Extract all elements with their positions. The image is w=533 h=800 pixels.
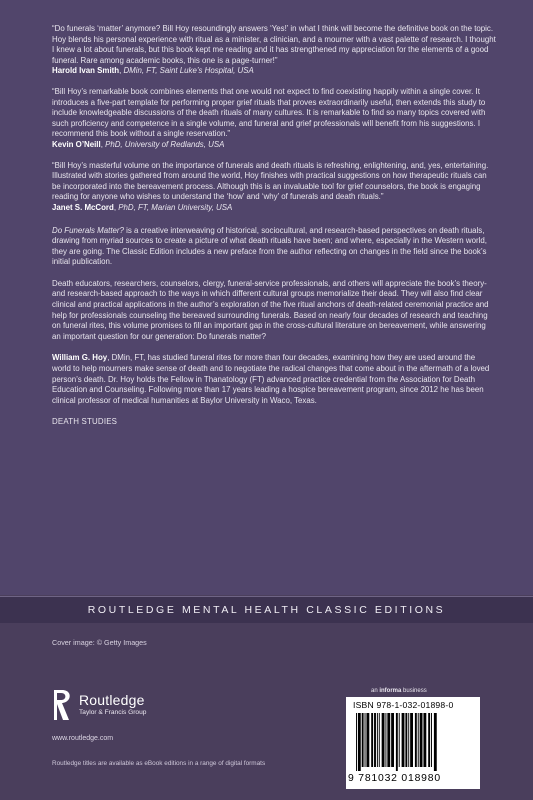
barcode-bar [374, 713, 376, 767]
publisher-name: Routledge [79, 692, 145, 708]
barcode-bar [399, 713, 400, 767]
barcode-bar [428, 713, 430, 767]
barcode-bar [365, 713, 366, 767]
informa-business-tag [371, 688, 427, 694]
barcode-bar [410, 713, 413, 767]
barcode-bar [379, 713, 380, 767]
series-band [0, 596, 533, 624]
publisher-website: www.routledge.com [52, 735, 114, 742]
barcode-bar [362, 713, 364, 767]
barcode-bar [366, 713, 369, 767]
endorsement-text: “Bill Hoy’s masterful volume on the importance of funerals and death rituals is refreshing, enlightening, and, yes, entertaining. Illustrated with stories gathered from around the world, Hoy finishes with practical suggestions on how therapeutic rituals can be incorporated into the bereavement process. Although this is an invaluable tool for grief counselors, the book is engaging reading for anyone who wishes to understand the ‘how’ and ‘why’ of funerals and death rituals.” [52, 160, 489, 202]
isbn-barcode-box [346, 697, 480, 789]
barcode-bar [385, 713, 386, 767]
barcode-bar [396, 713, 398, 771]
barcode-bar [387, 713, 390, 767]
barcode-bar [420, 713, 423, 767]
barcode-bar [358, 713, 361, 771]
informa-suffix: business [401, 688, 427, 694]
barcode-bar [408, 713, 409, 767]
author-bio-text: , DMin, FT, has studied funeral rites for more than four decades, examining how they are used around the world to help mourners make sense of death and to negotiate the radical changes that come about in the aftermath of a loved person’s death. Dr. Hoy holds the Fellow in Thanatology (FT) advanced practice credential from the Association for Death Education and Counseling. Following more than 17 years leading a hospice bereavement program, since 2012 he has been clinical professor of medical humanities at Baylor University in Waco, Texas. [52, 353, 490, 405]
informa-prefix: an [371, 688, 380, 694]
endorsement-text: “Do funerals ‘matter’ anymore? Bill Hoy resoundingly answers ‘Yes!’ in what I think will become the definitive book on the topic. Hoy blends his personal experience with ritual as a minister, a clinician, and a mourner with a vast palette of research. I thought I knew a lot about funerals, but this book kept me reading and it has strengthened my appreciation for the elements of a good funeral. Rare among academic books, this one is a page-turner!” [52, 24, 496, 65]
barcode-bar [382, 713, 385, 767]
barcode-bar [356, 713, 357, 771]
endorsement-attribution: Kevin O’Neill, PhD, University of Redlands, USA [52, 139, 225, 149]
endorsement-attribution: Harold Ivan Smith, DMin, FT, Saint Luke’s Hospital, USA [52, 66, 254, 76]
ebook-note: Routledge titles are available as eBook editions in a range of digital formats [52, 760, 266, 767]
barcode-bar [431, 713, 432, 767]
author-bio [52, 353, 496, 406]
endorser-affiliation: PhD, University of Redlands, USA [105, 139, 225, 149]
endorsement-attribution: Janet S. McCord, PhD, FT, Marian University, USA [52, 202, 233, 212]
endorsement-2 [52, 87, 496, 151]
barcode-bar [415, 713, 417, 767]
endorsement-text: “Bill Hoy’s remarkable book combines elements that one would not expect to find coexisting happily within a single cover. It introduces a five-part template for performing proper grief rituals that proves extraordinarily useful, then extends this study to include knowledgeable discussions of the death rituals of many cultures. It is remarkable to find so many topics covered with such proficiency and competence in a single volume, and funeral and grief professionals will benefit from his suggestions. I recommend this book without a single reservation.” [52, 86, 486, 139]
routledge-logo-icon [52, 688, 74, 722]
endorser-name: Janet S. McCord [52, 202, 114, 212]
publisher-logo [52, 688, 146, 722]
endorser-name: Harold Ivan Smith [52, 66, 120, 76]
description-text: is a creative interweaving of historical, sociocultural, and research-based perspectives on death rituals, drawing from myriad sources to create a picture of what death rituals have been; and where, especially in the Western world, they are going. The Classic Edition includes a new preface from the author reflecting on changes in the field since the book’s initial publication. [52, 225, 487, 267]
barcode-bar [391, 713, 394, 767]
barcode-bar [402, 713, 405, 767]
barcode-bar [371, 713, 373, 767]
isbn-label: ISBN 978-1-032-01898-0 [353, 700, 454, 710]
barcode-digits: 9 781032 018980 [348, 773, 441, 784]
barcode-bar [405, 713, 407, 767]
book-title: Do Funerals Matter? [52, 225, 124, 235]
barcode-bar [434, 713, 437, 771]
back-cover-text [52, 24, 496, 428]
barcode-icon [355, 713, 473, 771]
endorsement-1 [52, 24, 496, 77]
cover-image-credit: Cover image: © Getty Images [52, 638, 147, 647]
publisher-wordmark [79, 693, 146, 717]
book-description [52, 226, 496, 268]
barcode-bar [423, 713, 426, 767]
endorser-affiliation: DMin, FT, Saint Luke’s Hospital, USA [123, 66, 254, 76]
author-name: William G. Hoy [52, 353, 108, 363]
informa-name: informa [379, 688, 402, 694]
endorser-name: Kevin O’Neill [52, 139, 101, 149]
endorsement-3 [52, 161, 496, 214]
barcode-bar [377, 713, 378, 767]
endorser-affiliation: PhD, FT, Marian University, USA [118, 202, 233, 212]
series-name: ROUTLEDGE MENTAL HEALTH CLASSIC EDITIONS [87, 604, 446, 616]
audience-paragraph: Death educators, researchers, counselors, clergy, funeral-service professionals, and others will appreciate the book’s theory- and research-based approach to the ways in which different cultural groups memorialize their dead. They will also find clear clinical and practical applications in the author’s exploration of the five ritual anchors of death-related ceremonial practice and help for professionals counseling the bereaved surrounding funerals. Based on nearly four decades of research and teaching on funeral rites, this volume promises to fill an important gap in the cross-cultural literature on bereavement, while answering an important question for our generation: Do funerals matter? [52, 278, 489, 341]
publisher-group: Taylor & Francis Group [79, 709, 147, 716]
barcode-bar [418, 713, 419, 767]
subject-category: DEATH STUDIES [52, 417, 118, 427]
